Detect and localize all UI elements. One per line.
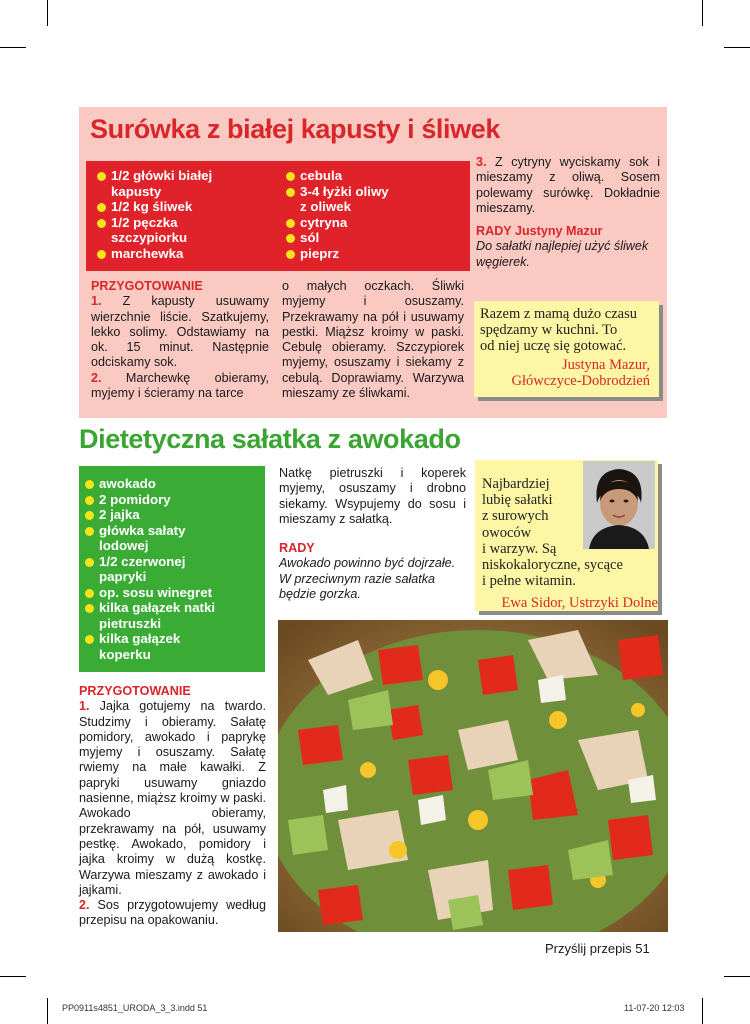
recipe2-ingredient-item [85, 492, 263, 508]
recipe1-ingredient-text: szczypiorku [111, 230, 188, 245]
recipe1-ingredient-item [97, 230, 277, 246]
recipe2-ingredient-text: koperku [99, 646, 151, 662]
quote-line: i warzyw. Są [482, 540, 557, 557]
recipe1-step3-text: Z cytryny wyciskamy sok i mieszamy z oliwą. Sosem polewamy surówkę. Dokładnie mieszamy. [476, 155, 660, 215]
recipe1-ingredient-item [286, 215, 466, 231]
salad-photo [278, 620, 668, 932]
recipe2-ingredient-item [85, 600, 263, 616]
recipe2-step2-text: Sos przygotowujemy według przepisu na opakowaniu. [79, 898, 266, 928]
recipe2-quote [482, 476, 662, 589]
recipe2-prep-col2-text: Natkę pietruszki i koperek myjemy, osuszamy i drobno siekamy. Wsypujemy do sosu i mieszamy z sałatką. [279, 466, 466, 526]
quote-line: spędzamy w kuchni. To [480, 322, 618, 339]
recipe2-ingredient-text: op. sosu winegret [99, 584, 213, 600]
recipe1-prep-col1 [91, 279, 269, 401]
recipe2-ingredients [85, 476, 263, 662]
quote-signature-line: Główczyce-Dobrodzień [511, 373, 650, 390]
recipe1-ingredient-item [97, 199, 277, 215]
recipe1-ingredient-text: 1/2 główki białej [111, 168, 213, 183]
crop-mark [47, 998, 48, 1024]
quote-line: niskokaloryczne, sycące [482, 557, 623, 574]
bullet-icon [85, 635, 94, 644]
recipe1-ingredient-text: marchewka [111, 245, 184, 261]
recipe1-ingredient-item [97, 246, 277, 262]
recipe1-ingredient-item [97, 184, 277, 200]
crop-mark [47, 0, 48, 26]
quote-line: lubię sałatki [482, 492, 553, 509]
crop-mark [0, 976, 26, 977]
quote-line: z surowych [482, 508, 549, 525]
recipe2-step1-text: Jajka gotujemy na twardo. Studzimy i obieramy. Sałatę pomidory, awokado i paprykę myjemy i osuszamy. Sałatę rwiemy na małe kawałki. Z papryki usuwamy gniazdo nasienne, miąższ kroimy w paski. Awokado obieramy, przekrawamy na pół, usuwamy pestkę. Awokado, pomidory i jajka kroimy w dużą kostkę. Warzywa mieszamy z awokado i jajkami. [79, 699, 266, 897]
recipe1-ingredient-text: 1/2 pęczka [111, 214, 178, 230]
recipe2-ingredient-text: 2 jajka [99, 507, 140, 522]
recipe1-ingredient-item [286, 199, 466, 215]
recipe1-step2-text: Marchewkę obieramy, myjemy i ścieramy na tarce [91, 370, 269, 401]
recipe1-prep-col2: o małych oczkach. Śliwki myjemy i osuszamy. Przekrawamy na pół i usuwamy pestki. Miąższ kroimy w paski. Cebulę obieramy. Szczypiorek myjemy, osuszamy i siekamy z cebulą. Doprawiamy. Warzywa mieszamy ze śliwkami. [282, 279, 464, 401]
recipe2-prep-col1 [79, 684, 266, 929]
bullet-icon [286, 188, 295, 197]
recipe1-ingredient-item [286, 230, 466, 246]
recipe2-tips-text: Awokado powinno być dojrzałe. W przeciwnym razie sałatka będzie gorzka. [279, 556, 456, 602]
recipe1-tips-heading: RADY Justyny Mazur [476, 224, 603, 239]
recipe2-ingredient-item [85, 647, 263, 663]
recipe1-prep-heading: PRZYGOTOWANIE [91, 279, 203, 293]
recipe2-ingredient-item [85, 569, 263, 585]
recipe2-ingredient-item [85, 554, 263, 570]
crop-mark [724, 976, 750, 977]
quote-line: i pełne witamin. [482, 573, 576, 590]
quote-line: Razem z mamą dużo czasu [480, 306, 638, 322]
recipe1-ingredient-text: sól [300, 230, 320, 245]
recipe1-ingredient-item [286, 246, 466, 262]
recipe1-prep-col3 [476, 155, 660, 270]
recipe2-ingredient-item [85, 476, 263, 492]
recipe2-ingredient-item [85, 616, 263, 632]
recipe1-ingredient-text: z oliwek [300, 199, 351, 214]
recipe1-quote-signature [480, 357, 650, 389]
bullet-icon [97, 172, 106, 181]
crop-mark [702, 0, 703, 26]
recipe1-step2-number: 2. [91, 370, 102, 385]
recipe1-title: Surówka z białej kapusty i śliwek [90, 114, 500, 144]
recipe2-ingredient-item [85, 538, 263, 554]
recipe1-tips-text: Do sałatki najlepiej użyć śliwek węgierek. [476, 239, 649, 269]
bullet-icon [85, 511, 94, 520]
print-slug-right: 11-07-20 12:03 [624, 1003, 685, 1013]
print-slug-left: PP0911s4851_URODA_3_3.indd 51 [62, 1003, 208, 1013]
bullet-icon [97, 219, 106, 228]
recipe1-ingredient-text: cebula [300, 168, 343, 183]
recipe2-ingredient-text: papryki [99, 569, 147, 584]
recipe2-ingredient-item [85, 523, 263, 539]
recipe2-quote-signature: Ewa Sidor, Ustrzyki Dolne [501, 595, 658, 611]
recipe1-ingredient-item [97, 168, 277, 184]
bullet-icon [97, 203, 106, 212]
bullet-icon [85, 589, 94, 598]
recipe1-ingredients-col1 [97, 168, 277, 261]
quote-signature-line: Justyna Mazur, [561, 357, 650, 373]
page-footer: Przyślij przepis 51 [545, 941, 650, 956]
crop-mark [0, 47, 26, 48]
recipe2-ingredient-text: 2 pomidory [99, 491, 171, 507]
recipe2-tips-heading: RADY [279, 541, 315, 556]
recipe2-ingredient-text: 1/2 czerwonej [99, 553, 186, 569]
crop-mark [724, 47, 750, 48]
bullet-icon [85, 480, 94, 489]
recipe2-ingredient-text: lodowej [99, 538, 149, 553]
quote-line: owoców [482, 524, 532, 541]
salad-illustration [278, 620, 668, 932]
recipe2-ingredient-text: pietruszki [99, 615, 162, 631]
recipe1-step3-number: 3. [476, 155, 487, 169]
recipe2-ingredient-text: kilka gałązek natki [99, 600, 216, 615]
recipe2-ingredient-text: główka sałaty [99, 522, 186, 538]
crop-mark [702, 998, 703, 1024]
recipe1-ingredients-col2 [286, 168, 466, 261]
recipe2-ingredient-item [85, 631, 263, 647]
bullet-icon [85, 496, 94, 505]
recipe2-prep-col2 [279, 466, 466, 602]
recipe1-ingredient-text: 3-4 łyżki oliwy [300, 183, 389, 199]
recipe1-ingredient-text: kapusty [111, 183, 162, 199]
recipe2-title: Dietetyczna sałatka z awokado [79, 424, 461, 454]
bullet-icon [286, 219, 295, 228]
recipe2-ingredient-item [85, 507, 263, 523]
recipe1-quote [480, 306, 656, 355]
bullet-icon [286, 250, 295, 259]
recipe2-ingredient-text: awokado [99, 476, 156, 491]
quote-line: Najbardziej [482, 476, 550, 492]
bullet-icon [286, 234, 295, 243]
recipe1-ingredient-item [286, 168, 466, 184]
recipe1-ingredient-text: 1/2 kg śliwek [111, 199, 193, 214]
quote-line: od niej uczę się gotować. [480, 338, 627, 355]
recipe2-step2-number: 2. [79, 898, 90, 913]
bullet-icon [85, 527, 94, 536]
recipe1-ingredient-text: pieprz [300, 245, 340, 261]
recipe2-prep-heading: PRZYGOTOWANIE [79, 684, 191, 698]
bullet-icon [286, 172, 295, 181]
recipe1-ingredient-item [286, 184, 466, 200]
recipe2-ingredient-text: kilka gałązek [99, 631, 181, 646]
recipe1-step1-number: 1. [91, 294, 102, 309]
recipe2-step1-number: 1. [79, 699, 90, 714]
bullet-icon [85, 558, 94, 567]
bullet-icon [97, 250, 106, 259]
bullet-icon [85, 604, 94, 613]
recipe2-ingredient-item [85, 585, 263, 601]
recipe1-step1-text: Z kapusty usuwamy wierzchnie liście. Szatkujemy, lekko solimy. Odstawiamy na ok. 15 minut. Następnie odciskamy sok. [91, 294, 269, 370]
recipe1-ingredient-item [97, 215, 277, 231]
recipe1-ingredient-text: cytryna [300, 214, 348, 230]
